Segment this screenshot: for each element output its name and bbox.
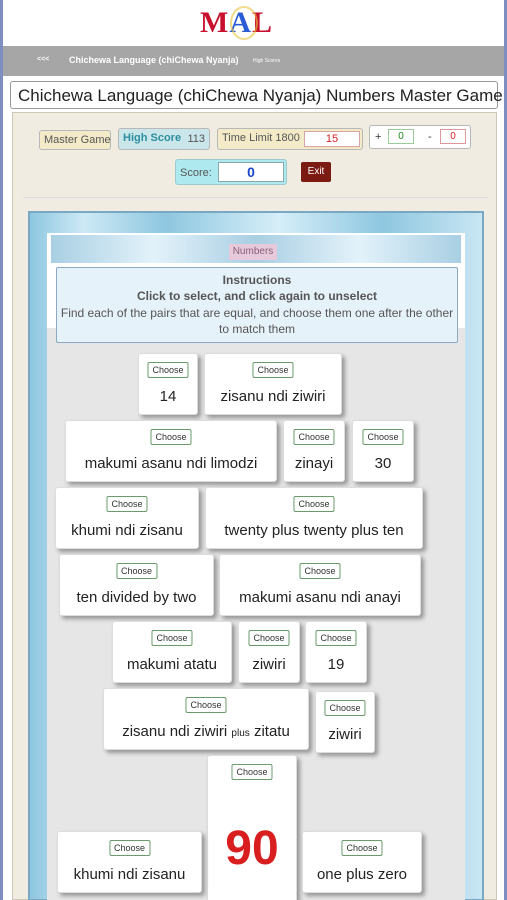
answer-tile[interactable]	[352, 420, 414, 482]
tile-text: makumi atatu	[126, 656, 218, 673]
tile-text: ziwiri	[328, 726, 362, 743]
tile-text-plus: plus	[231, 728, 250, 739]
category-label: Numbers	[229, 244, 277, 260]
answer-tile[interactable]	[204, 353, 342, 415]
tile-text: zinayi	[294, 455, 334, 472]
board-inner	[47, 233, 465, 900]
answer-tile[interactable]	[59, 554, 214, 616]
logo-letter-a: A	[229, 6, 252, 39]
choose-button[interactable]: Choose	[299, 563, 340, 579]
choose-button[interactable]: Choose	[106, 496, 147, 512]
answer-tile[interactable]	[302, 831, 422, 893]
answer-tile[interactable]	[138, 353, 198, 415]
choose-button[interactable]: Choose	[293, 429, 334, 445]
mal-logo[interactable]	[200, 6, 310, 44]
choose-button[interactable]: Choose	[185, 697, 226, 713]
game-panel	[12, 112, 497, 900]
score-value: 0	[218, 162, 284, 182]
game-board	[28, 211, 484, 900]
tile-text: one plus zero	[316, 866, 408, 883]
tile-text: ten divided by two	[76, 589, 197, 606]
tile-text: 30	[374, 455, 392, 472]
choose-button[interactable]: Choose	[362, 429, 403, 445]
answer-tile[interactable]	[55, 487, 199, 549]
answer-tile[interactable]	[112, 621, 232, 683]
tile-text-part: zitatu	[253, 723, 290, 740]
answer-tile[interactable]	[65, 420, 277, 482]
high-score-badge	[118, 128, 210, 150]
answer-tile[interactable]	[283, 420, 345, 482]
choose-button[interactable]: Choose	[150, 429, 191, 445]
navigation-bar	[3, 46, 504, 76]
choose-button[interactable]: Choose	[248, 630, 289, 646]
tile-text	[104, 723, 308, 740]
page-title: Chichewa Language (chiChewa Nyanja) Numbers Master Game	[18, 86, 503, 105]
choose-button[interactable]: Choose	[151, 630, 192, 646]
high-scores-link[interactable]: High Scores	[253, 58, 281, 64]
master-game-badge: Master Game	[39, 130, 111, 150]
logo-letter-l: L	[252, 6, 274, 39]
answer-tile-highlight[interactable]	[207, 755, 297, 900]
choose-button[interactable]: Choose	[324, 700, 365, 716]
tile-text: 14	[159, 388, 177, 405]
choose-button[interactable]: Choose	[109, 840, 150, 856]
choose-button[interactable]: Choose	[341, 840, 382, 856]
instructions-subheading: Click to select, and click again to unselect	[136, 289, 378, 303]
tile-text: makumi asanu ndi anayi	[239, 589, 401, 606]
tile-text: khumi ndi zisanu	[73, 866, 186, 883]
minus-value: 0	[440, 129, 466, 144]
instructions-detail: Find each of the pairs that are equal, and choose them one after the other to match them	[60, 306, 454, 336]
choose-button[interactable]: Choose	[147, 362, 188, 378]
choose-button[interactable]: Choose	[252, 362, 293, 378]
tile-text-part: zisanu ndi ziwiri	[122, 723, 228, 740]
tile-text: ziwiri	[252, 656, 286, 673]
high-score-label: High Score	[123, 132, 182, 144]
plus-label: +	[375, 131, 382, 143]
breadcrumb[interactable]: Chichewa Language (chiChewa Nyanja)	[69, 55, 239, 65]
score-box	[175, 159, 287, 185]
answer-tile[interactable]	[103, 688, 309, 750]
high-score-value: 113	[187, 133, 205, 145]
exit-button[interactable]: Exit	[301, 162, 331, 182]
divider	[23, 197, 488, 198]
answer-tile[interactable]	[205, 487, 423, 549]
choose-button[interactable]: Choose	[293, 496, 334, 512]
game-title-bar	[10, 81, 503, 109]
choose-button[interactable]: Choose	[315, 630, 356, 646]
tile-text: 90	[225, 822, 279, 875]
instructions-box	[56, 267, 458, 343]
plus-value: 0	[388, 129, 414, 144]
logo-letter-m: M	[200, 6, 230, 39]
time-value: 15	[304, 131, 360, 147]
choose-button[interactable]: Choose	[116, 563, 157, 579]
minus-label: -	[428, 131, 432, 143]
plus-minus-counter	[369, 125, 471, 149]
score-label: Score:	[180, 167, 212, 179]
tile-text: 19	[327, 656, 345, 673]
logo-ring	[230, 6, 258, 40]
tile-text: khumi ndi zisanu	[71, 522, 183, 539]
tile-text: makumi asanu ndi limodzi	[84, 455, 258, 472]
tile-text: twenty plus twenty plus ten	[224, 522, 404, 539]
answer-tile[interactable]	[219, 554, 421, 616]
answer-tile[interactable]	[315, 691, 375, 753]
back-link[interactable]: <<<	[37, 56, 50, 63]
answer-tile[interactable]	[305, 621, 367, 683]
answer-tile[interactable]	[57, 831, 202, 893]
instructions-heading: Instructions	[222, 273, 292, 287]
time-limit-box	[217, 128, 363, 150]
tile-text: zisanu ndi ziwiri	[220, 388, 326, 405]
answer-tile[interactable]	[238, 621, 300, 683]
time-limit-label: Time Limit 1800	[222, 132, 300, 144]
choose-button[interactable]: Choose	[231, 764, 272, 780]
